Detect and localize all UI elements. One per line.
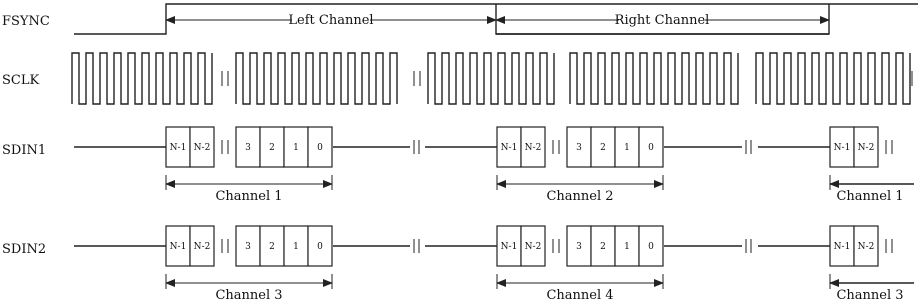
sdin1-bit-label: N-2 [857, 143, 875, 153]
sdin2-bit-label: 0 [317, 242, 323, 252]
sdin1-bit-label: 1 [624, 143, 630, 153]
sdin2-bit-label: N-1 [500, 242, 518, 252]
sdin2-bit-label: N-2 [524, 242, 542, 252]
sdin1-bit-label: N-2 [524, 143, 542, 153]
sdin2-bit-label: 3 [245, 242, 251, 252]
sdin1-bit-label: 0 [317, 143, 323, 153]
sdin2-bit-label: 3 [576, 242, 582, 252]
sdin2-bit-label: N-2 [857, 242, 875, 252]
sdin2-label: SDIN2 [2, 242, 47, 257]
sclk-label: SCLK [2, 73, 40, 88]
sdin1-bit-label: 3 [245, 143, 251, 153]
sdin1-bit-label: N-1 [833, 143, 851, 153]
sdin2-bit-label: 1 [293, 242, 299, 252]
sdin2-bit-label: N-1 [833, 242, 851, 252]
sclk-segment [428, 53, 554, 104]
sdin2-bit-label: N-2 [193, 242, 211, 252]
sdin1-channel-label: Channel 2 [546, 189, 614, 204]
left-channel-label: Left Channel [288, 13, 374, 28]
sdin2-row [74, 226, 914, 303]
sdin1-channel-label: Channel 1 [215, 189, 283, 204]
sdin1-bit-label: N-1 [169, 143, 187, 153]
sdin2-channel-label: Channel 4 [546, 288, 614, 303]
sdin2-bit-label: 1 [624, 242, 630, 252]
sdin2-bit-label: 0 [648, 242, 654, 252]
sdin1-bit-label: 2 [269, 143, 275, 153]
sclk-segment [236, 53, 397, 104]
sclk-segment [570, 53, 738, 104]
sdin2-channel-label: Channel 3 [836, 288, 904, 303]
sdin2-channel-label: Channel 3 [215, 288, 283, 303]
right-channel-label: Right Channel [614, 13, 710, 28]
sclk-segment [72, 53, 212, 104]
sdin1-channel-label: Channel 1 [836, 189, 904, 204]
sdin1-label: SDIN1 [2, 143, 47, 158]
sdin2-bit-label: 2 [269, 242, 275, 252]
sdin1-bit-label: N-1 [500, 143, 518, 153]
sdin1-bit-label: 3 [576, 143, 582, 153]
sdin2-bit-label: 2 [600, 242, 606, 252]
sdin1-bit-label: 0 [648, 143, 654, 153]
sdin1-row [74, 127, 914, 204]
sclk-segment [756, 53, 910, 104]
sdin1-bit-label: 1 [293, 143, 299, 153]
fsync-label: FSYNC [2, 14, 50, 29]
sclk-waveform [72, 53, 912, 104]
sdin1-bit-label: 2 [600, 143, 606, 153]
sdin2-bit-label: N-1 [169, 242, 187, 252]
sdin1-bit-label: N-2 [193, 143, 211, 153]
